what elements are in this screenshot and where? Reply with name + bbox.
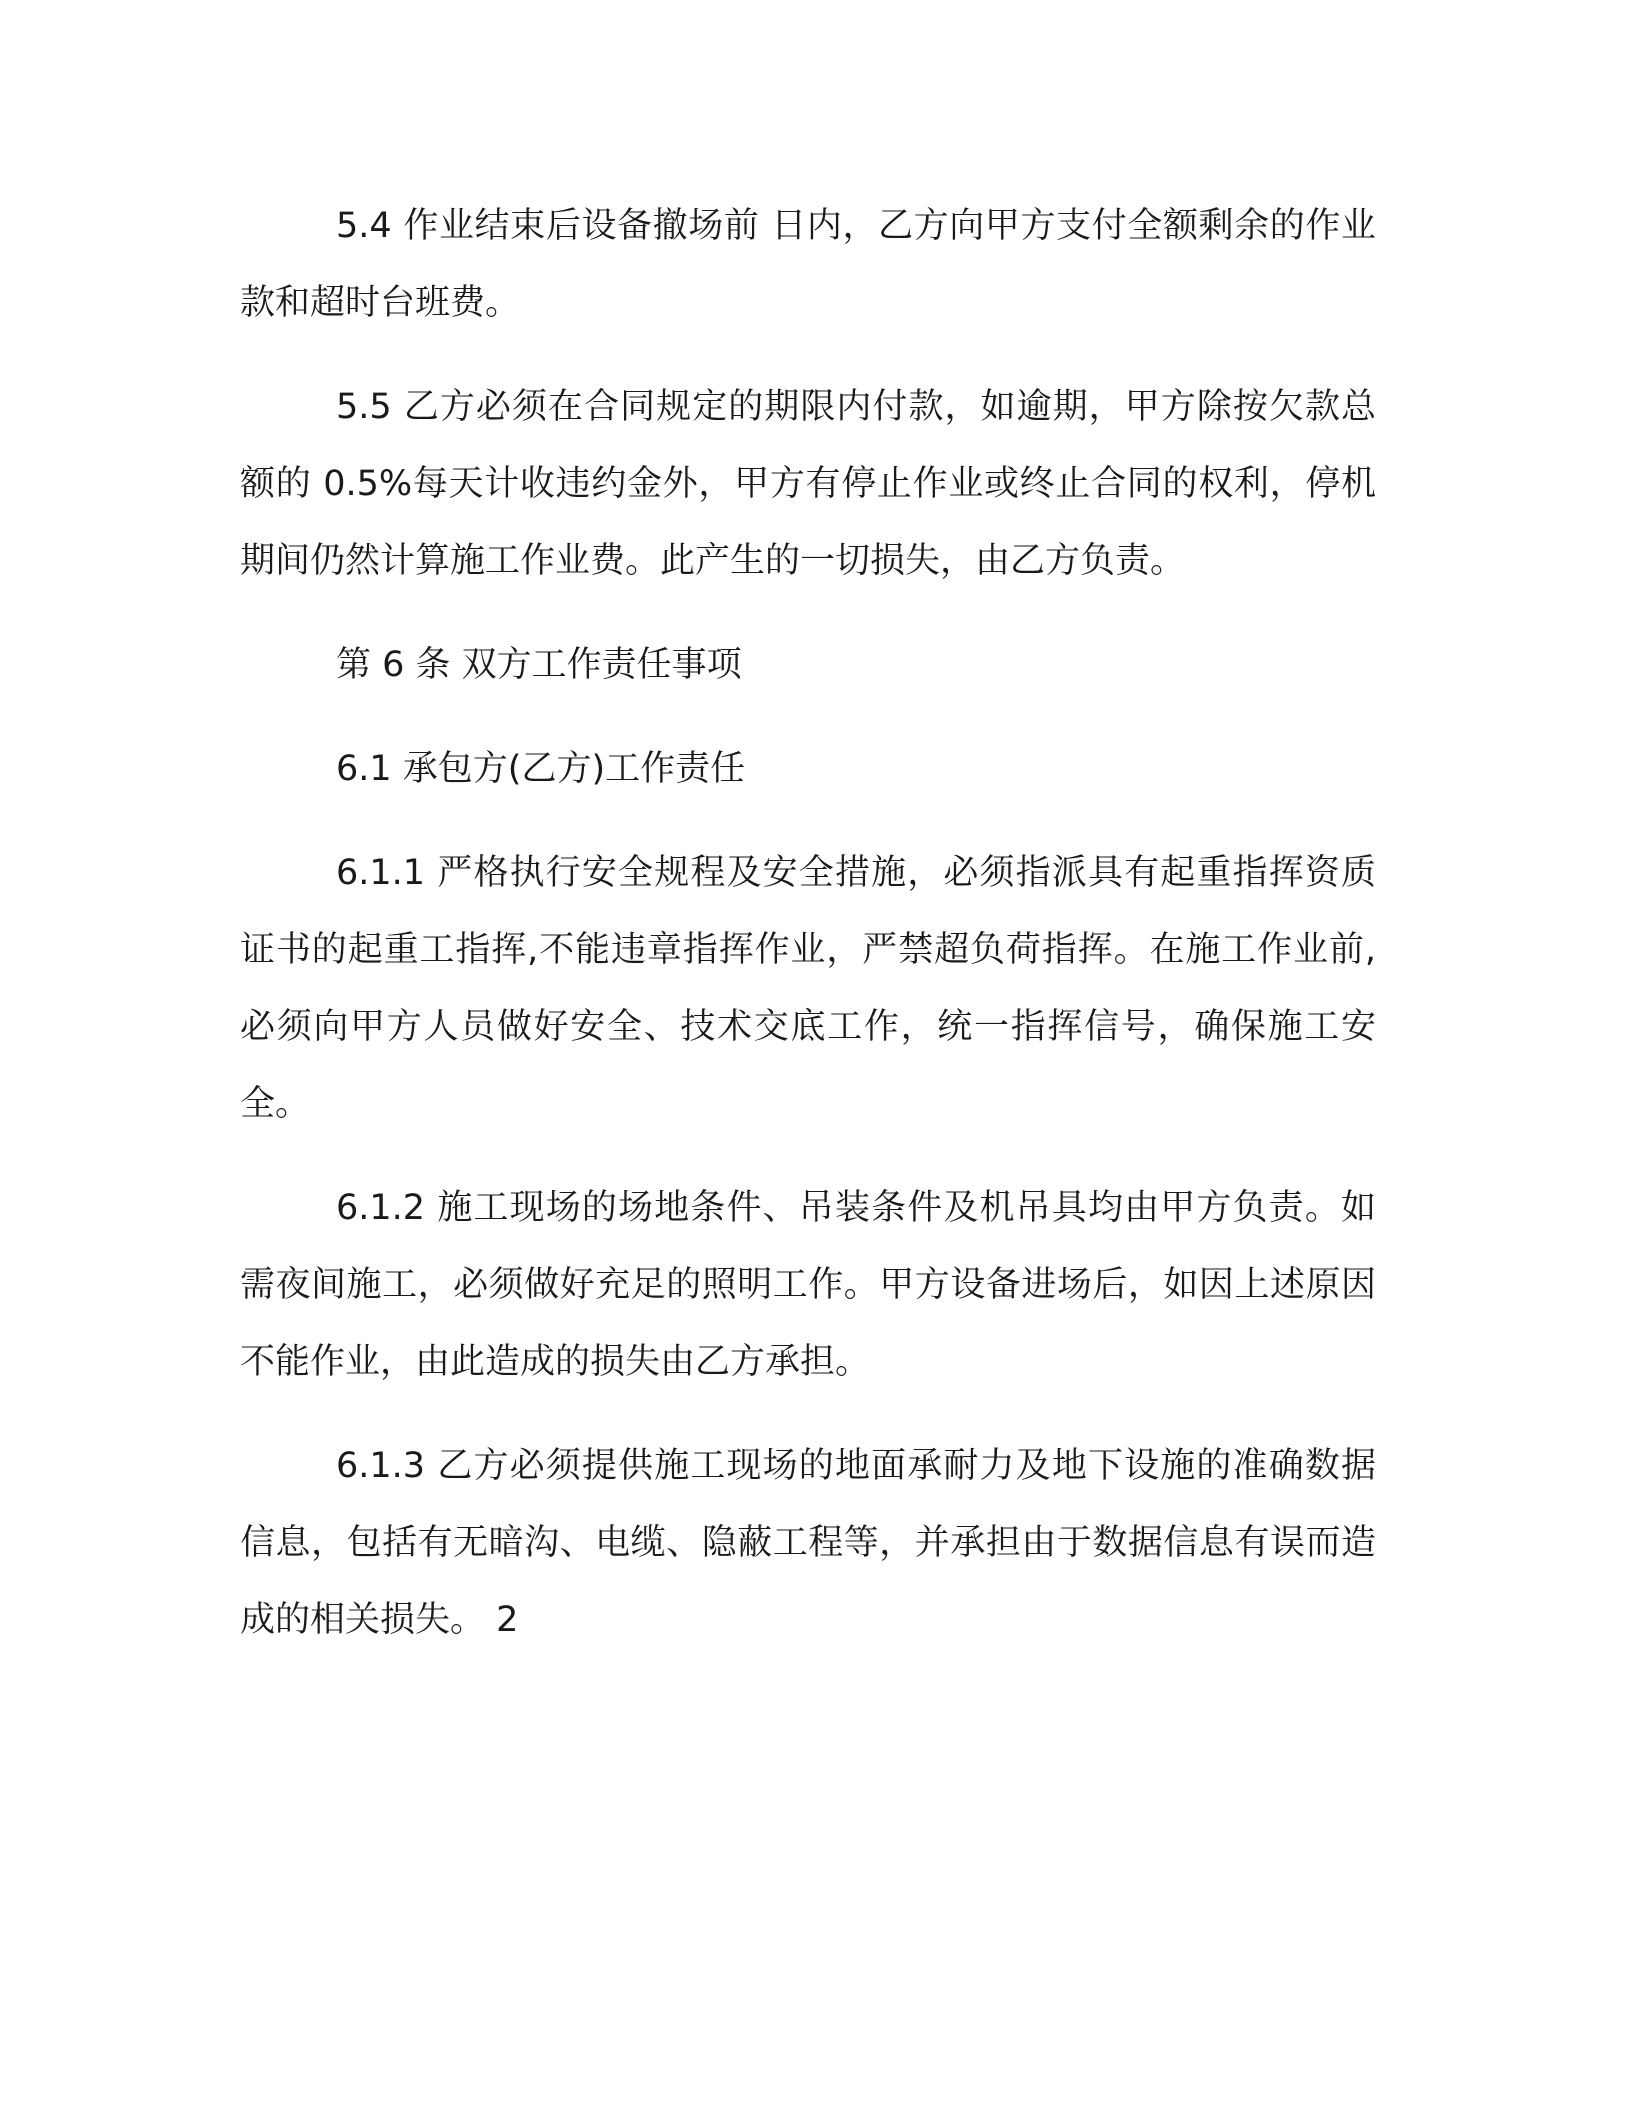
clause-5-4: 5.4 作业结束后设备撤场前 日内，乙方向甲方支付全额剩余的作业款和超时台班费。: [240, 206, 1376, 323]
clause-6-1-3: 6.1.3 乙方必须提供施工现场的地面承耐力及地下设施的准确数据信息，包括有无暗沟、电缆、隐蔽工程等，并承担由于数据信息有误而造成的相关损失。 2: [240, 1446, 1376, 1640]
section-6-1-heading: 6.1 承包方(乙方)工作责任: [336, 749, 746, 789]
clause-6-1-2: 6.1.2 施工现场的场地条件、吊装条件及机吊具均由甲方负责。如需夜间施工，必须做好充足的照明工作。甲方设备进场后，如因上述原因不能作业，由此造成的损失由乙方承担。: [240, 1188, 1376, 1382]
document-body: [240, 188, 1376, 1686]
clause-5-5: 5.5 乙方必须在合同规定的期限内付款，如逾期，甲方除按欠款总额的 0.5%每天计收违约金外，甲方有停止作业或终止合同的权利，停机期间仍然计算施工作业费。此产生的一切损失，由乙方负责。: [240, 387, 1376, 581]
article-6-heading: 第 6 条 双方工作责任事项: [336, 645, 742, 685]
clause-6-1-1: 6.1.1 严格执行安全规程及安全措施，必须指派具有起重指挥资质证书的起重工指挥,不能违章指挥作业，严禁超负荷指挥。在施工作业前,必须向甲方人员做好安全、技术交底工作，统一指挥信号，确保施工安全。: [240, 853, 1376, 1124]
